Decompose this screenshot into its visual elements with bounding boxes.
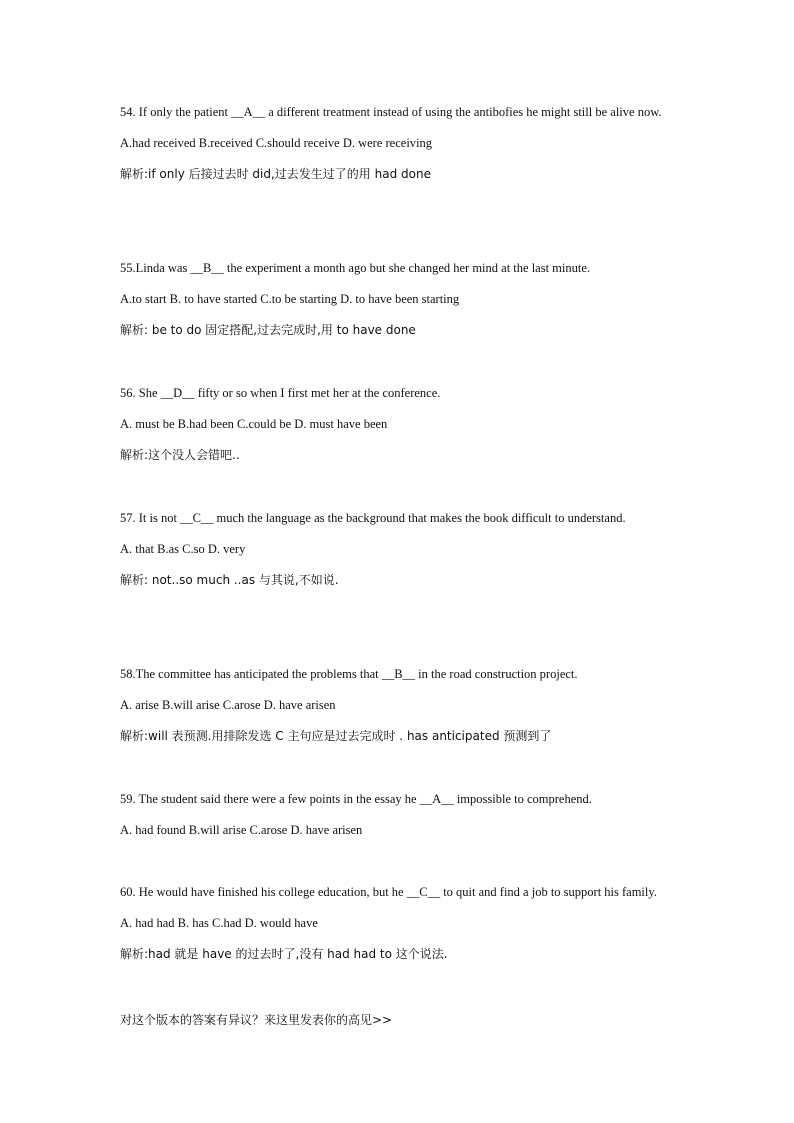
question-54 (120, 97, 676, 190)
question-57 (120, 503, 676, 596)
question-55 (120, 253, 676, 346)
question-59 (120, 784, 676, 846)
question-explanation: 解析:if only 后接过去时 did,过去发生过了的用 had done (120, 167, 431, 181)
question-explanation: 解析: be to do 固定搭配,过去完成时,用 to have done (120, 323, 416, 337)
question-explanation: 解析:had 就是 have 的过去时了,没有 had had to 这个说法. (120, 947, 448, 961)
question-stem: 59. The student said there were a few points in the essay he __A__ impossible to comprehend. (120, 792, 592, 806)
question-options: A. arise B.will arise C.arose D. have arisen (120, 698, 336, 712)
question-stem: 54. If only the patient __A__ a different treatment instead of using the antibofies he might still be alive now. (120, 105, 662, 119)
question-explanation: 解析:will 表预测.用排除发选 C 主句应是过去完成时 . has anticipated 预测到了 (120, 729, 552, 743)
question-options: A. that B.as C.so D. very (120, 542, 246, 556)
question-stem: 58.The committee has anticipated the problems that __B__ in the road construction project. (120, 667, 578, 681)
question-options: A. had found B.will arise C.arose D. have arisen (120, 823, 363, 837)
question-options: A.had received B.received C.should receive D. were receiving (120, 136, 433, 150)
question-stem: 60. He would have finished his college education, but he __C__ to quit and find a job to support his family. (120, 885, 657, 899)
question-56 (120, 378, 676, 471)
question-options: A.to start B. to have started C.to be starting D. to have been starting (120, 292, 460, 306)
question-stem: 56. She __D__ fifty or so when I first met her at the conference. (120, 386, 441, 400)
question-60 (120, 877, 676, 970)
question-options: A. must be B.had been C.could be D. must have been (120, 417, 388, 431)
question-options: A. had had B. has C.had D. would have (120, 916, 318, 930)
feedback-link[interactable]: 对这个版本的答案有异议？来这里发表你的高见>> (120, 1013, 393, 1027)
question-explanation: 解析: not..so much ..as 与其说,不如说. (120, 573, 339, 587)
question-explanation: 解析:这个没人会错吧.. (120, 448, 240, 462)
question-58 (120, 659, 676, 752)
question-stem: 57. It is not __C__ much the language as the background that makes the book difficult to understand. (120, 511, 626, 525)
question-stem: 55.Linda was __B__ the experiment a month ago but she changed her mind at the last minute. (120, 261, 591, 275)
